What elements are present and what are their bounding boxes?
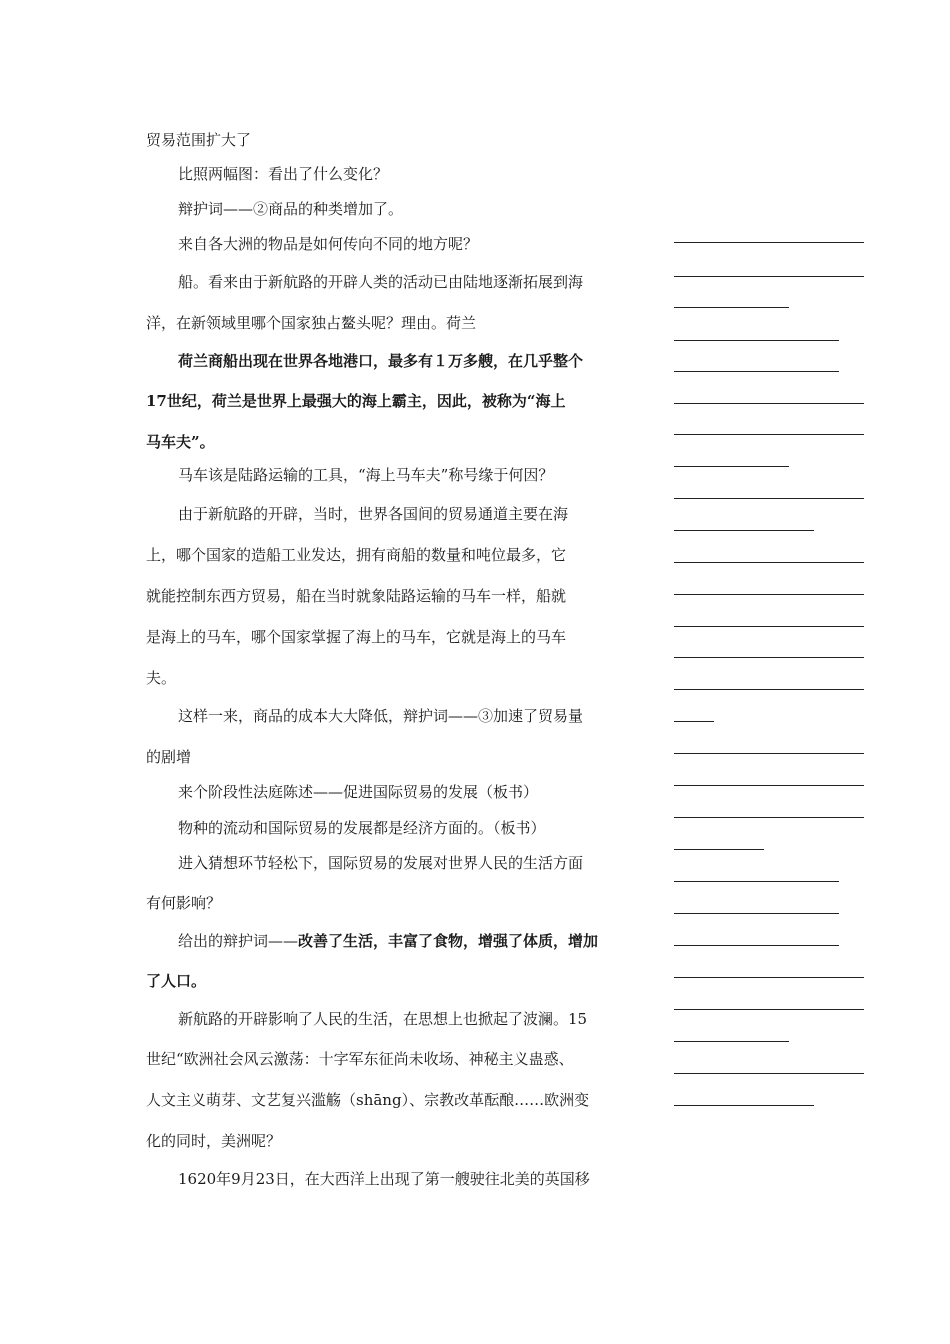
note-line[interactable] xyxy=(674,530,814,531)
note-line[interactable] xyxy=(674,466,789,467)
text-line: 就能控制东西方贸易，船在当时就象陆路运输的马车一样，船就 xyxy=(146,587,567,605)
text-line: 新航路的开辟影响了人民的生活，在思想上也掀起了波澜。15 xyxy=(178,1010,588,1028)
text-line: 进入猜想环节轻松下，国际贸易的发展对世界人民的生活方面 xyxy=(178,854,584,872)
text-span: 给出的辩护词—— xyxy=(178,932,299,950)
text-line: 1620年9月23日，在大西洋上出现了第一艘驶往北美的英国移 xyxy=(178,1170,590,1188)
note-line[interactable] xyxy=(674,307,789,308)
note-line[interactable] xyxy=(674,945,839,946)
note-line[interactable] xyxy=(674,881,839,882)
note-line[interactable] xyxy=(674,785,864,786)
text-line: 辩护词——②商品的种类增加了。 xyxy=(178,200,404,218)
note-line[interactable] xyxy=(674,340,839,341)
text-line-bold: 荷兰商船出现在世界各地港口，最多有１万多艘，在几乎整个 xyxy=(178,352,584,370)
text-line: 贸易范围扩大了 xyxy=(146,131,252,149)
note-line[interactable] xyxy=(674,498,864,499)
text-line: 上，哪个国家的造船工业发达，拥有商船的数量和吨位最多，它 xyxy=(146,546,567,564)
text-line: 这样一来，商品的成本大大降低，辩护词——③加速了贸易量 xyxy=(178,707,584,725)
text-line: 人文主义萌芽、文艺复兴滥觞（shāng）、宗教改革酝酿……欧洲变 xyxy=(146,1091,590,1109)
text-line-mixed xyxy=(178,930,598,951)
note-line[interactable] xyxy=(674,1073,864,1074)
note-line[interactable] xyxy=(674,753,864,754)
text-line: 化的同时，美洲呢？ xyxy=(146,1132,282,1150)
note-line[interactable] xyxy=(674,403,864,404)
text-line-bold: 17世纪，荷兰是世界上最强大的海上霸主，因此，被称为“海上 xyxy=(146,392,566,410)
text-line: 夫。 xyxy=(146,669,177,687)
note-line[interactable] xyxy=(674,626,864,627)
note-line[interactable] xyxy=(674,657,864,658)
note-line[interactable] xyxy=(674,242,864,243)
text-line: 是海上的马车，哪个国家掌握了海上的马车，它就是海上的马车 xyxy=(146,628,567,646)
text-line: 物种的流动和国际贸易的发展都是经济方面的。（板书） xyxy=(178,819,546,837)
note-line[interactable] xyxy=(674,1041,789,1042)
note-line[interactable] xyxy=(674,913,839,914)
text-line: 船。看来由于新航路的开辟人类的活动已由陆地逐渐拓展到海 xyxy=(178,273,584,291)
text-line: 的剧增 xyxy=(146,748,192,766)
note-line[interactable] xyxy=(674,977,864,978)
text-span-bold: 改善了生活，丰富了食物，增强了体质，增加 xyxy=(298,932,599,950)
note-line[interactable] xyxy=(674,434,864,435)
text-line: 来自各大洲的物品是如何传向不同的地方呢？ xyxy=(178,235,479,253)
note-line[interactable] xyxy=(674,1105,814,1106)
text-line: 由于新航路的开辟，当时，世界各国间的贸易通道主要在海 xyxy=(178,505,569,523)
note-line[interactable] xyxy=(674,1009,864,1010)
text-line: 洋，在新领域里哪个国家独占鳌头呢？理由。荷兰 xyxy=(146,314,477,332)
note-line[interactable] xyxy=(674,817,864,818)
text-line: 世纪“欧洲社会风云激荡：十字军东征尚未收场、神秘主义蛊惑、 xyxy=(146,1050,574,1068)
note-line[interactable] xyxy=(674,562,864,563)
text-line: 比照两幅图：看出了什么变化？ xyxy=(178,165,389,183)
text-line-bold: 了人口。 xyxy=(146,972,207,990)
note-line[interactable] xyxy=(674,594,864,595)
note-line[interactable] xyxy=(674,849,764,850)
text-line: 来个阶段性法庭陈述——促进国际贸易的发展（板书） xyxy=(178,783,539,801)
note-line[interactable] xyxy=(674,721,714,722)
text-line: 有何影响？ xyxy=(146,894,222,912)
note-line[interactable] xyxy=(674,276,864,277)
note-line[interactable] xyxy=(674,371,839,372)
text-line-bold: 马车夫”。 xyxy=(146,433,215,451)
note-line[interactable] xyxy=(674,689,864,690)
text-line: 马车该是陆路运输的工具，“海上马车夫”称号缘于何因？ xyxy=(178,466,554,484)
